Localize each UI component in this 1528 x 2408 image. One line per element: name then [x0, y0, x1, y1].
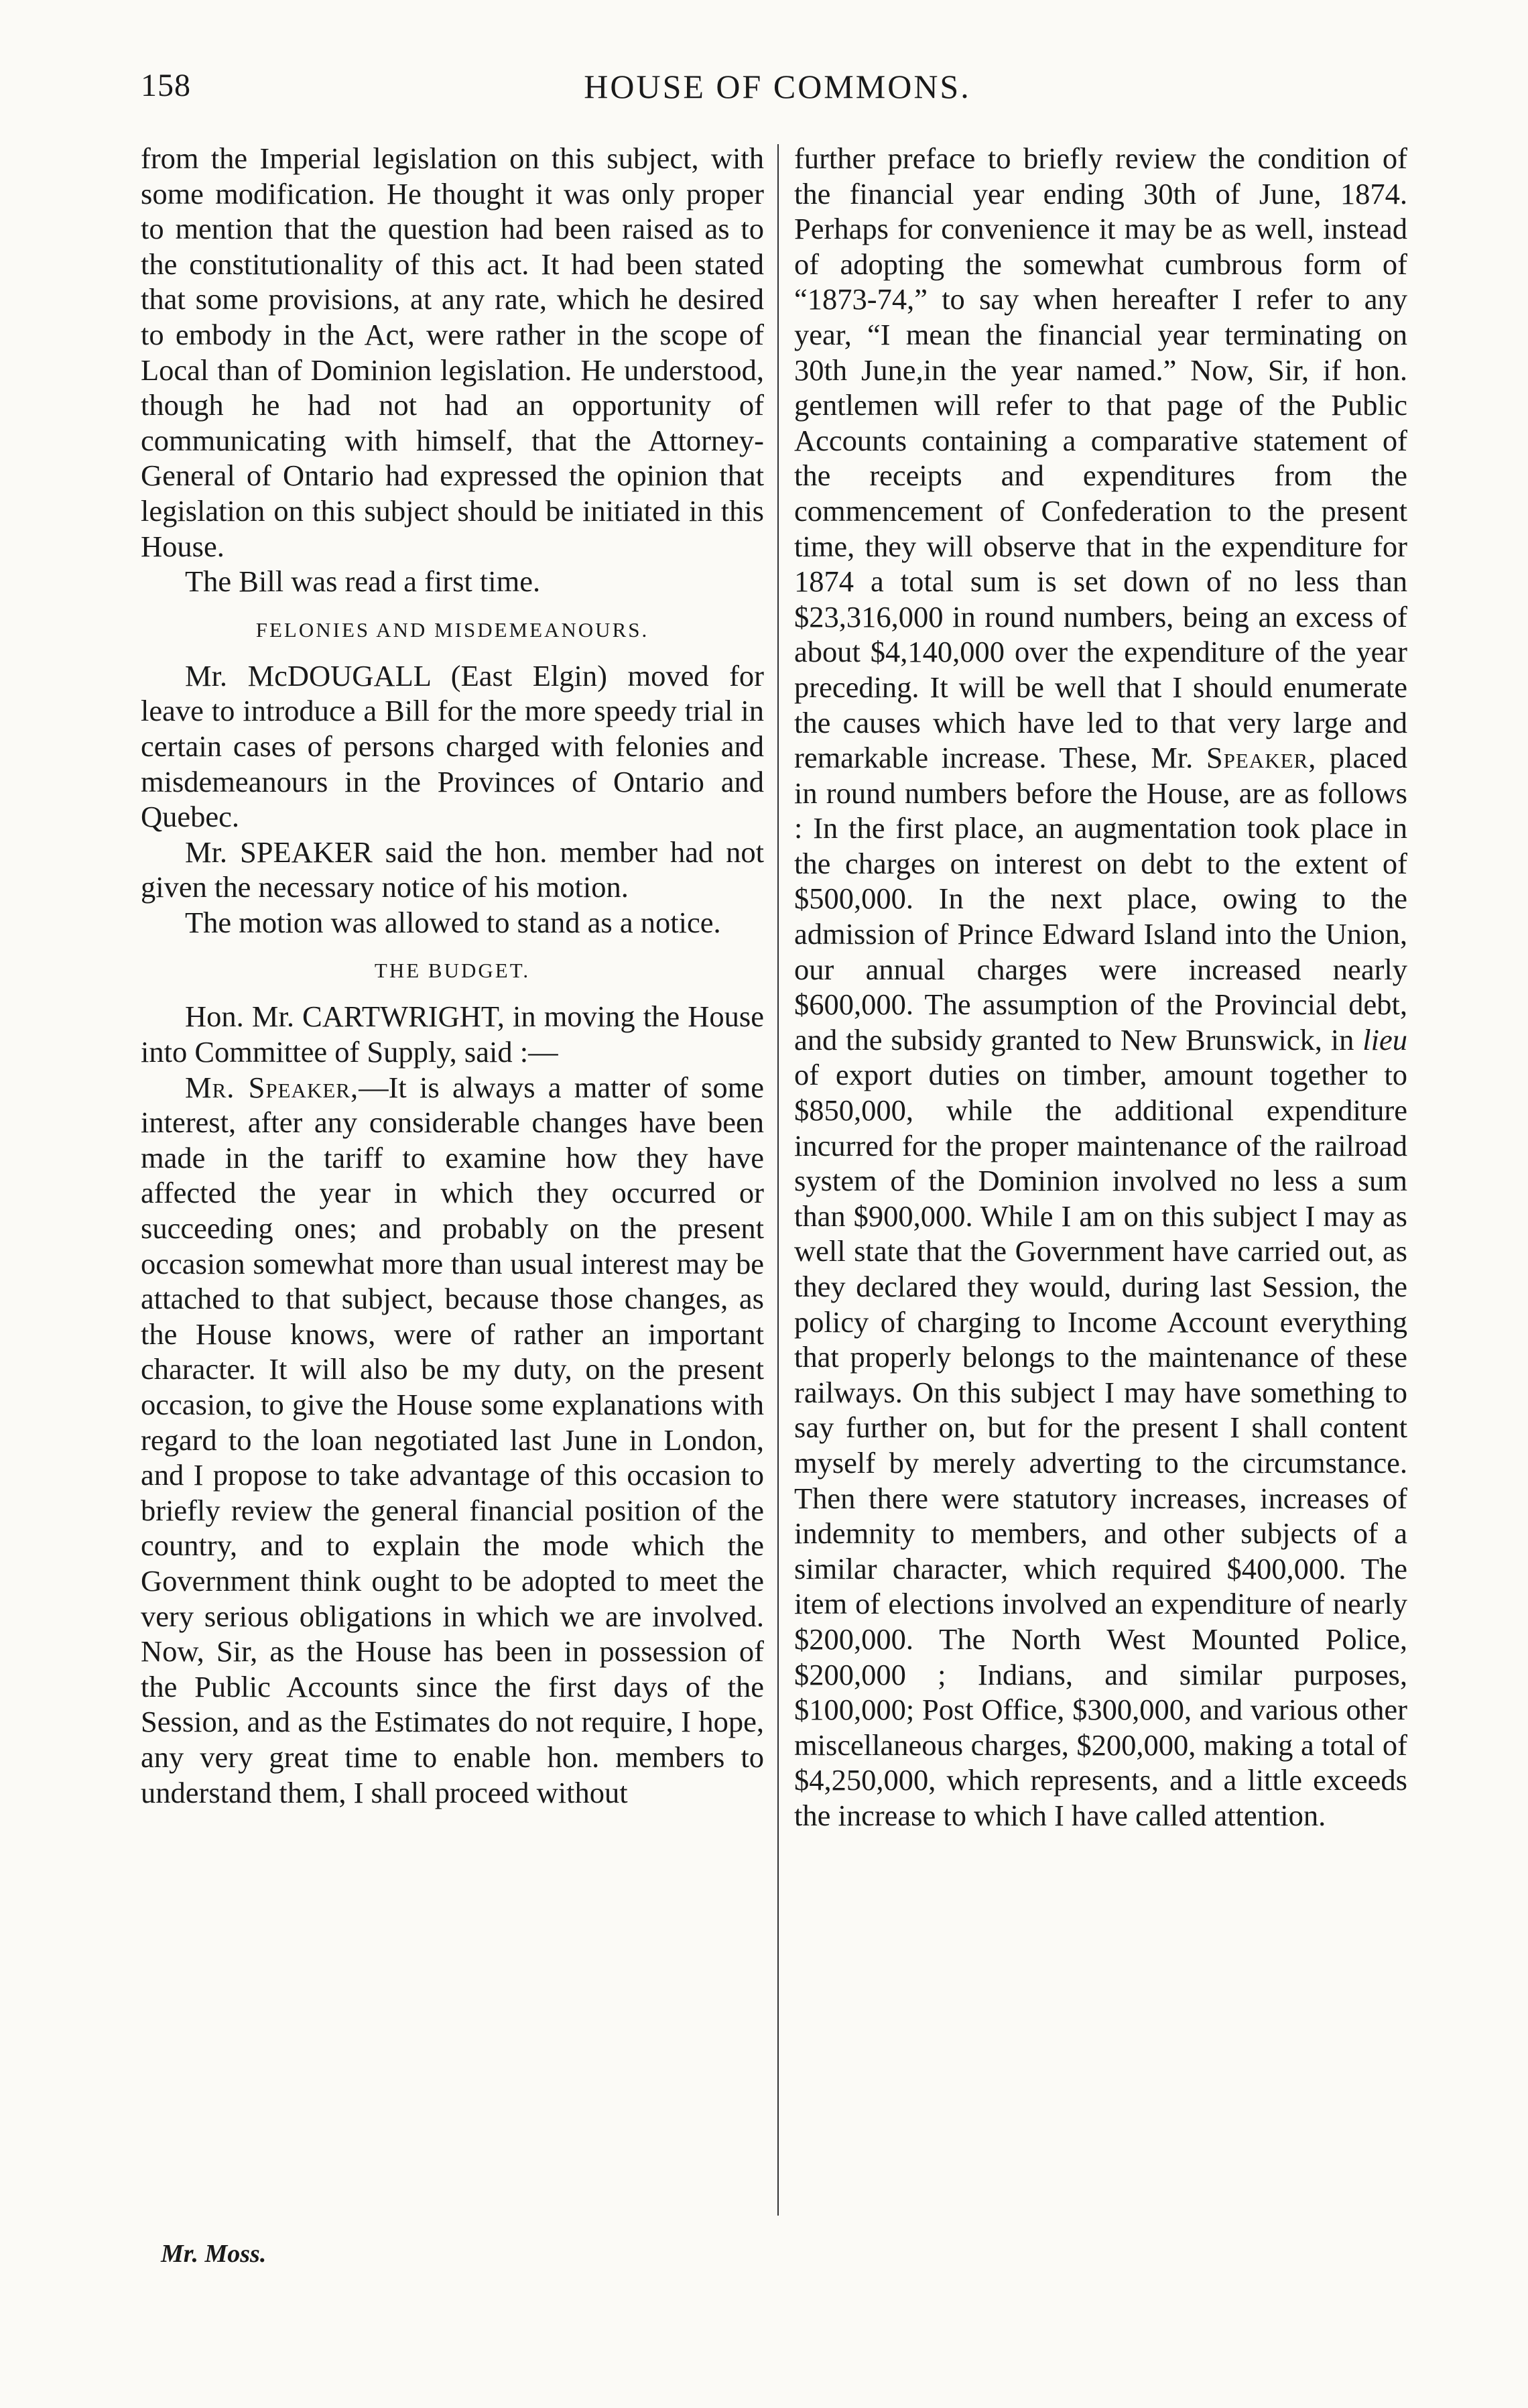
budget-speech-text: —It is always a matter of some interest, after any considerable changes have been made in the tariff to examine how they have affected the year in which they occurred or succeeding ones; and probably on the present occasion somewhat more than usual interest may be attached to that subject, because those changes, as the House knows, were of rather an important character. It will also be my duty, on the present occasion, to give the House some explanations with regard to the loan negotiated last June in London, and I propose to take advantage of this occasion to briefly review the general financial position of the country, and to explain the mode which the Government think ought to be adopted to meet the very serious obligations in which we are involved. Now, Sir, as the House has been in possession of the Public Accounts since the first days of the Session, and as the Estimates do not require, I hope, any very great time to enable hon. members to understand them, I shall proceed without [141, 1070, 764, 1809]
paragraph-bill-read: The Bill was read a first time. [185, 564, 541, 599]
paragraph-motion-allowed: The motion was allowed to stand as a notice. [185, 905, 721, 939]
column-rule [777, 144, 779, 2216]
paragraph-budget-speech [141, 1070, 764, 1810]
paragraph-imperial-legislation: from the Imperial legislation on this subject, with some modification. He thought it was only proper to mention that the question had been raised as to the constitutionality of this act. It had been stated that some provisions, at any rate, which he desired to embody in the Act, were rather in the scope of Local than of Dominion legislation. He understood, though he had not had an opportunity of communicating with himself, that the Attorney-General of Ontario had expressed the opinion that legislation on this subject should be initiated in this House. [141, 141, 764, 563]
lieu-word: lieu [1362, 1022, 1408, 1057]
financial-review-text-a: further preface to briefly review the condition of the financial year ending 30th of June, 1874. Perhaps for convenience it may be as well, instead of adopting the somewhat cumbrous form of “1873-74,” to say when hereafter I refer to any year, “I mean the financial year terminating on 30th June,in the year named.” Now, Sir, if hon. gentlemen will refer to that page of the Public Accounts containing a comparative statement of the receipts and expenditures from the commencement of Confederation to the present time, they will observe that in the expenditure for 1874 a total sum is set down of no less than $23,316,000 in round numbers, being an excess of about $4,140,000 over the expenditure of the year preceding. It will be well that I should enumerate the causes which have led to that very large and remarkable increase. These, Mr. [794, 141, 1407, 775]
financial-review-text-c: of export duties on timber, amount together to $850,000, while the additional expenditure incurred for the proper maintenance of the railroad system of the Dominion involved no less a sum than $900,000. While I am on this subject I may as well state that the Government have carried out, as they declared they would, during last Session, the policy of charging to Income Account everything that properly belongs to the maintenance of these railways. On this subject I may have something to say further on, but for the present I shall content myself by merely adverting to the circumstance. Then there were statutory increases, increases of indemnity to members, and other subjects of a similar character, which required $400,000. The item of elections involved an expenditure of nearly $200,000. The North West Mounted Police, $200,000 ; Indians, and similar purposes, $100,000; Post Office, $300,000, and various other miscellaneous charges, $200,000, making a total of $4,250,000, which represents, and a little exceeds the increase to which I have called attention. [794, 1058, 1407, 1832]
footer-speaker-note: Mr. Moss. [161, 2240, 267, 2268]
paragraph-cartwright-moving: Hon. Mr. CARTWRIGHT, in moving the House into Committee of Supply, said :— [141, 1000, 764, 1069]
page-header [141, 67, 1414, 121]
running-head: HOUSE OF COMMONS. [584, 68, 971, 105]
paragraph-mcdougall-motion: Mr. McDOUGALL (East Elgin) moved for leave to introduce a Bill for the more speedy trial in certain cases of persons charged with felonies and misdemeanours in the Provinces of Ontario and Quebec. [141, 658, 764, 834]
section-heading-felonies: FELONIES AND MISDEMEANOURS. [255, 617, 649, 642]
right-column [794, 141, 1407, 1833]
paragraph-speaker-notice: Mr. SPEAKER said the hon. member had not given the necessary notice of his motion. [141, 835, 764, 904]
speaker-address-right: Speaker, [1206, 741, 1317, 775]
left-column [141, 141, 764, 1810]
speaker-address: Mr. Speaker, [185, 1070, 359, 1104]
financial-review-text-b: placed in round numbers before the House, are as follows : In the first place, an augmentation took place in the charges on interest on debt to the extent of $500,000. In the next place, owing to the admission of Prince Edward Island into the Union, our annual charges were increased nearly $600,000. The assumption of the Provincial debt, and the subsidy granted to New Brunswick, in [794, 741, 1408, 1057]
page-number: 158 [141, 68, 191, 103]
paragraph-financial-review [794, 141, 1407, 1833]
section-heading-budget: THE BUDGET. [374, 959, 531, 983]
